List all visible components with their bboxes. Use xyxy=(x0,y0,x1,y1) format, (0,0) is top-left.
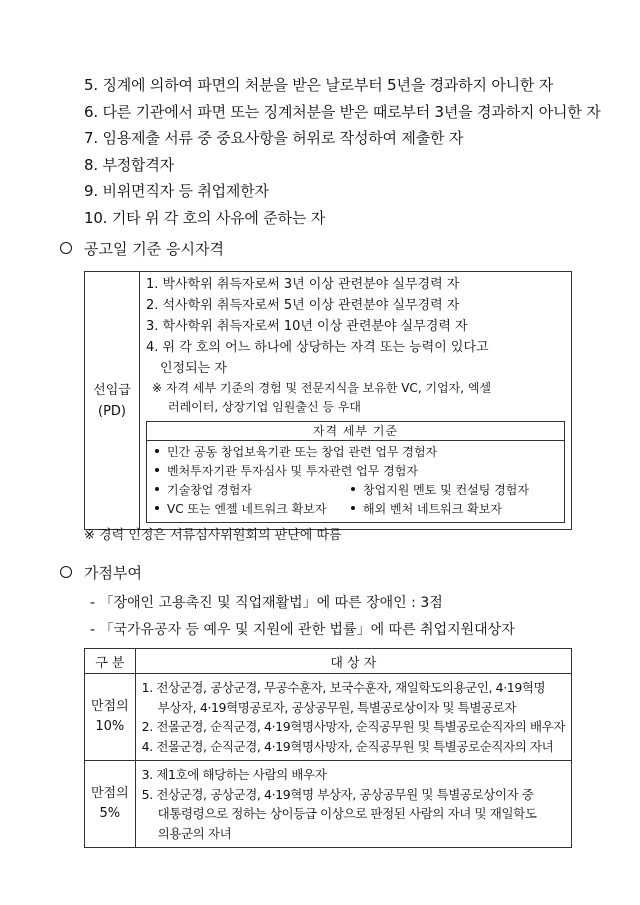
bullet-dot-icon xyxy=(155,468,159,472)
bullet-dot-icon xyxy=(155,506,159,510)
row-content-10pct xyxy=(135,674,571,761)
preference-note-continued: 러레이터, 상장기업 임원출신 등 우대 xyxy=(168,400,361,414)
bonus-heading: 가점부여 xyxy=(60,562,142,583)
list-item: 6. 다른 기관에서 파면 또는 징계처분을 받은 때로부터 3년을 경과하지 아니한 자 xyxy=(84,102,601,121)
qualification-item: 1. 박사학위 취득자로써 3년 이상 관련분야 실무경력 자 xyxy=(146,277,460,292)
table-header-row xyxy=(85,649,572,674)
detail-criteria-row: VC 또는 엔젤 네트워크 확보자 해외 벤처 네트워크 확보자 xyxy=(147,500,564,519)
career-footnote: ※ 경력 인정은 서류심사위원회의 판단에 따름 xyxy=(84,528,342,543)
row-label-5pct: 만점의 5% xyxy=(85,761,136,848)
target-line: 부상자, 4·19혁명공로자, 공상공무원, 특별공로상이자 및 특별공로자 xyxy=(157,699,517,715)
bullet-dot-icon xyxy=(155,449,159,453)
bonus-veteran-line: - 「국가유공자 등 예우 및 지원에 관한 법률」에 따른 취업지원대상자 xyxy=(90,622,515,638)
target-line: 5. 전상군경, 공상군경, 4·19혁명 부상자, 공상공무원 및 특별공로상이자 중 xyxy=(141,786,534,802)
qualification-heading: 공고일 기준 응시자격 xyxy=(60,238,224,259)
bullet-dot-icon xyxy=(351,506,355,510)
target-line: 의용군의 자녀 xyxy=(157,825,232,841)
detail-criteria-row: 민간 공동 창업보육기관 또는 창업 관련 업무 경험자 xyxy=(147,443,564,462)
list-item: 10. 기타 위 각 호의 사유에 준하는 자 xyxy=(84,208,326,227)
qualification-table xyxy=(84,271,572,530)
grade-label-cell xyxy=(85,272,140,530)
bonus-disability-line: - 「장애인 고용촉진 및 직업재활법」에 따른 장애인 : 3점 xyxy=(90,595,443,611)
list-item: 7. 임용제출 서류 중 중요사항을 허위로 작성하여 제출한 자 xyxy=(84,129,464,147)
list-item: 5. 징계에 의하여 파면의 처분을 받은 날로부터 5년을 경과하지 아니한 자 xyxy=(84,76,554,94)
detail-criteria-box xyxy=(146,421,565,523)
preference-note: ※ 자격 세부 기준의 경험 및 전문지식을 보유한 VC, 기업자, 엑셀 xyxy=(152,381,492,395)
target-line: 2. 전몰군경, 순직군경, 4·19혁명사망자, 순직공무원 및 특별공로순직자의 배우자 xyxy=(141,719,565,734)
table-row xyxy=(85,761,572,848)
header-target: 대 상 자 xyxy=(135,649,571,674)
bonus-table xyxy=(84,648,572,848)
target-line: 1. 전상군경, 공상군경, 무공수훈자, 보국수훈자, 재일학도의용군인, 4·19혁명 xyxy=(141,680,546,695)
table-row xyxy=(85,674,572,761)
row-label-10pct: 만점의 10% xyxy=(85,674,136,761)
target-line: 대통령령으로 정하는 상이등급 이상으로 판정된 사람의 자녀 및 재일학도 xyxy=(157,806,537,821)
target-line: 4. 전몰군경, 순직군경, 4·19혁명사망자, 순직공무원 및 특별공로순직자의 자녀 xyxy=(141,738,554,754)
qualification-content-cell xyxy=(140,272,572,530)
qualification-item: 4. 위 각 호의 어느 하나에 상당하는 자격 또는 능력이 있다고 xyxy=(146,340,489,355)
header-category: 구 분 xyxy=(85,649,136,674)
list-item: 9. 비위면직자 등 취업제한자 xyxy=(84,182,269,200)
detail-criteria-row: 벤처투자기관 투자심사 및 투자관련 업무 경험자 xyxy=(147,462,564,481)
target-line: 3. 제1호에 해당하는 사람의 배우자 xyxy=(141,767,327,782)
row-content-5pct xyxy=(135,761,571,848)
detail-criteria-title: 자격 세부 기준 xyxy=(147,422,564,441)
disqualification-list xyxy=(84,72,601,231)
qualification-item: 3. 학사학위 취득자로써 10년 이상 관련분야 실무경력 자 xyxy=(146,319,468,334)
circle-bullet-icon xyxy=(60,566,72,578)
bullet-dot-icon xyxy=(155,487,159,491)
grade-code: (PD) xyxy=(98,403,126,419)
circle-bullet-icon xyxy=(60,242,72,254)
bullet-dot-icon xyxy=(351,487,355,491)
list-item: 8. 부정합격자 xyxy=(84,155,174,174)
detail-criteria-row: 기술창업 경험자 창업지원 멘토 및 컨설팅 경험자 xyxy=(147,481,564,500)
qualification-item: 2. 석사학위 취득자로써 5년 이상 관련분야 실무경력 자 xyxy=(146,298,460,313)
grade-label: 선임급 xyxy=(93,382,131,398)
qualification-item-continued: 인정되는 자 xyxy=(160,361,227,376)
